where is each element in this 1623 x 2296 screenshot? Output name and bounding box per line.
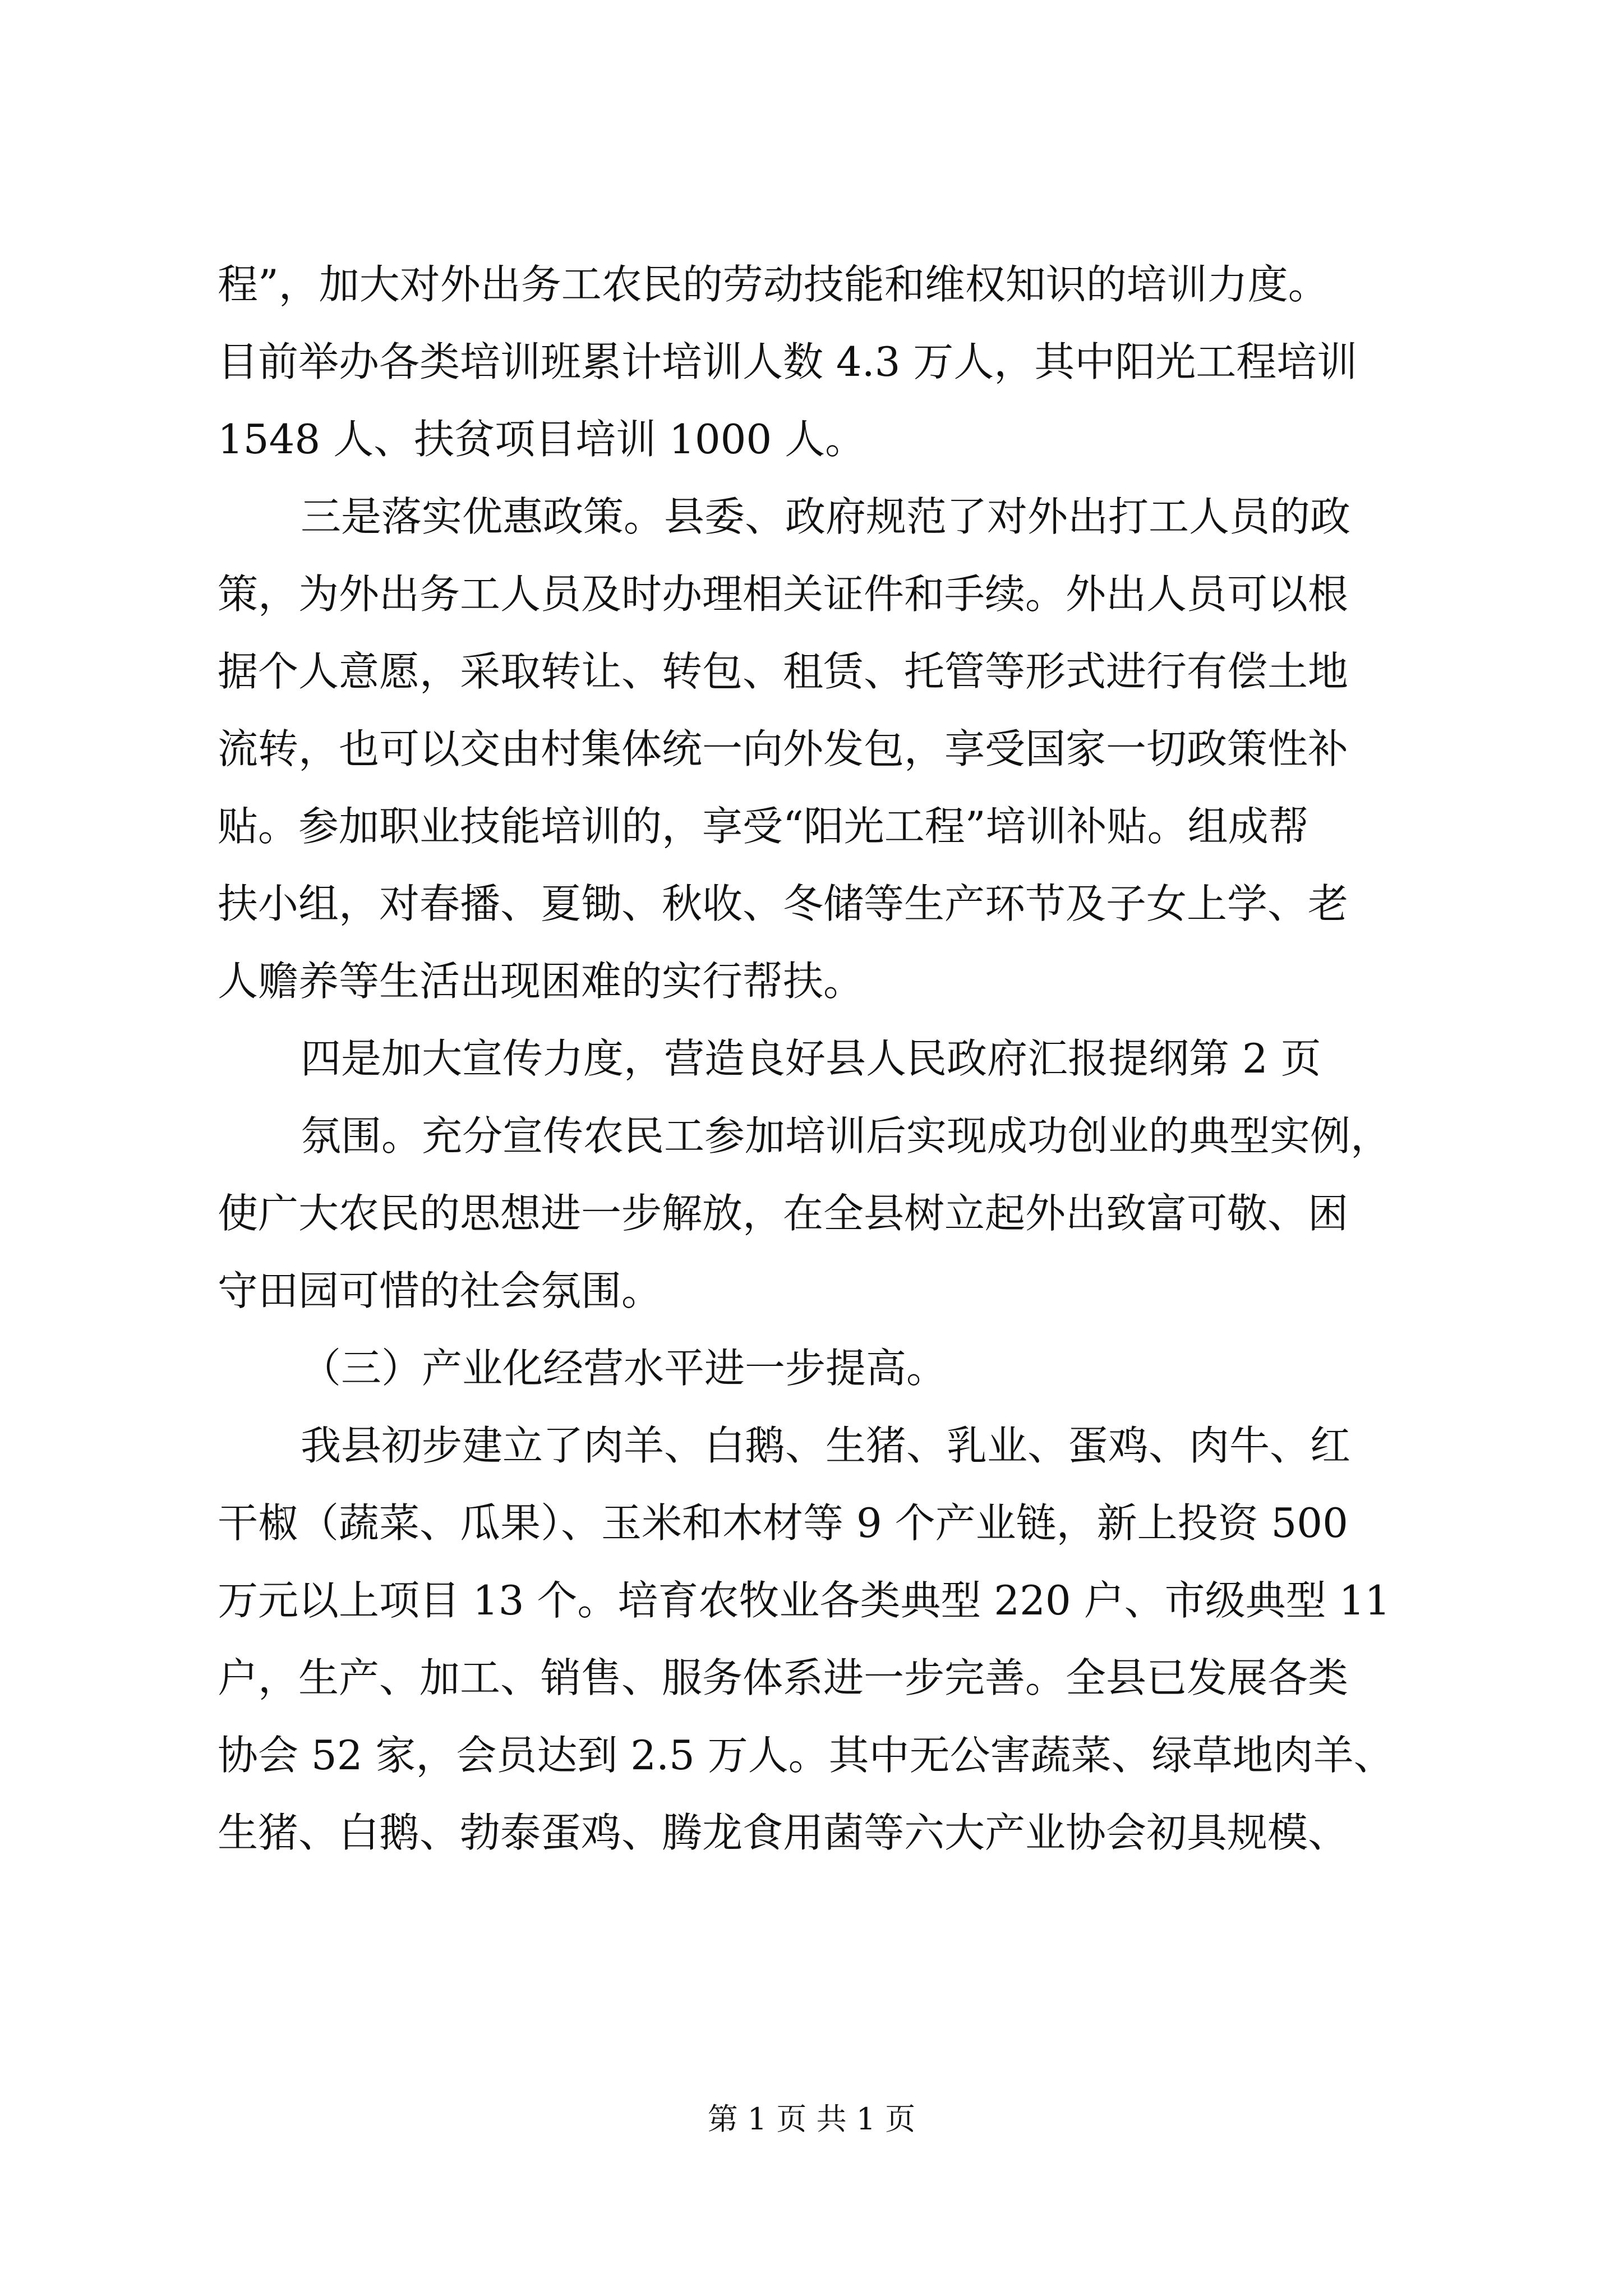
paragraph-start: 氛围。充分宣传农民工参加培训后实现成功创业的典型实例， [301,1112,1391,1159]
text-line: 据个人意愿，采取转让、转包、租赁、托管等形式进行有偿土地 [218,648,1349,695]
text-line: 目前举办各类培训班累计培训人数 4.3 万人，其中阳光工程培训 [218,338,1358,385]
text-line: 1548 人、扶贫项目培训 1000 人。 [218,416,866,463]
text-line: 使广大农民的思想进一步解放，在全县树立起外出致富可敬、困 [218,1190,1349,1237]
document-body [218,246,1409,1871]
text-line: 生猪、白鹅、勃泰蛋鸡、腾龙食用菌等六大产业协会初具规模、 [218,1809,1349,1856]
section-heading: （三）产业化经营水平进一步提高。 [301,1345,947,1392]
paragraph-start: 我县初步建立了肉羊、白鹅、生猪、乳业、蛋鸡、肉牛、红 [301,1422,1351,1469]
text-line: 扶小组，对春播、夏锄、秋收、冬储等生产环节及子女上学、老 [218,880,1349,927]
text-line: 流转，也可以交由村集体统一向外发包，享受国家一切政策性补 [218,725,1349,772]
text-line: 程”，加大对外出务工农民的劳动技能和维权知识的培训力度。 [218,261,1329,308]
text-line: 干椒（蔬菜、瓜果）、玉米和木材等 9 个产业链，新上投资 500 [218,1499,1348,1547]
text-line: 策，为外出务工人员及时办理相关证件和手续。外出人员可以根 [218,570,1349,618]
paragraph-start: 三是落实优惠政策。县委、政府规范了对外出打工人员的政 [301,493,1351,540]
text-line: 协会 52 家，会员达到 2.5 万人。其中无公害蔬菜、绿草地肉羊、 [218,1732,1394,1779]
text-line: 贴。参加职业技能培训的，享受“阳光工程”培训补贴。组成帮 [218,803,1309,850]
text-line: 户，生产、加工、销售、服务体系进一步完善。全县已发展各类 [218,1654,1349,1701]
text-line: 人赡养等生活出现困难的实行帮扶。 [218,958,864,1005]
text-line: 守田园可惜的社会氛围。 [218,1267,662,1314]
page-footer: 第 1 页 共 1 页 [707,2101,916,2137]
paragraph-start: 四是加大宣传力度，营造良好县人民政府汇报提纲第 2 页 [301,1035,1321,1082]
text-line: 万元以上项目 13 个。培育农牧业各类典型 220 户、市级典型 11 [218,1577,1391,1624]
